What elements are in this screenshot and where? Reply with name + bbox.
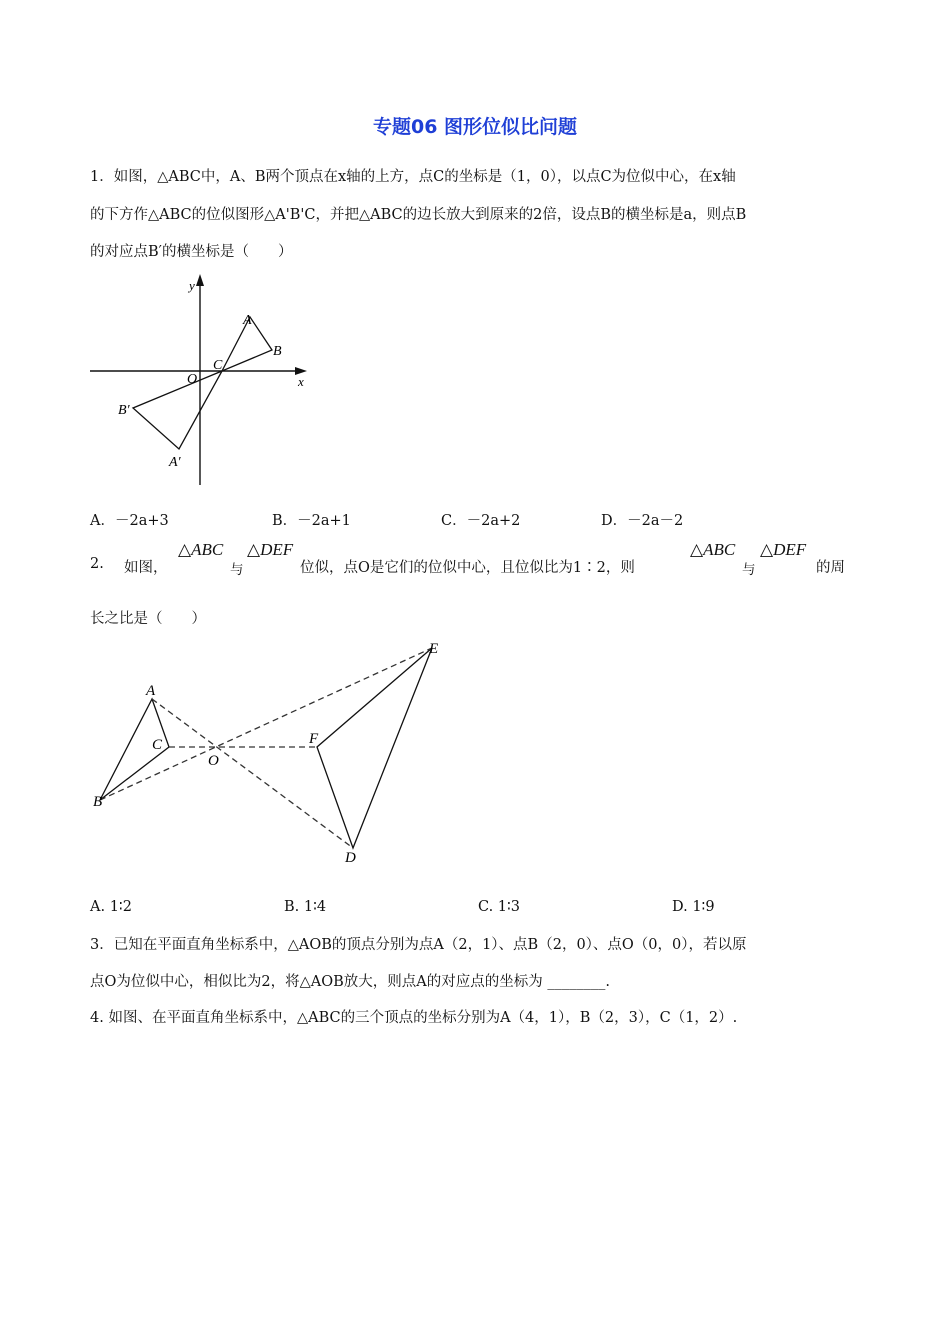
q2-number: 2. — [90, 556, 104, 572]
label-b: B — [93, 794, 103, 810]
q1-text-line-2: 的下方作△ABC的位似图形△A'B'C，并把△ABC的边长放大到原来的2倍，设点B的横坐标是a，则点B — [90, 207, 747, 223]
q2-option-b: B. 1∶4 — [284, 899, 327, 915]
q1-option-a: A．－2a+3 — [90, 513, 169, 529]
label-c: C — [152, 737, 163, 753]
q2-option-c: C. 1∶3 — [478, 899, 521, 915]
q2-text-3: 的周 — [816, 560, 845, 576]
triangle-def — [317, 648, 432, 848]
page-title: 专题06 图形位似比问题 — [372, 116, 578, 138]
q1-option-d: D．－2a－2 — [601, 513, 684, 529]
label-a: A — [146, 683, 156, 699]
q2-yu: 与 — [230, 562, 244, 578]
dashed-line-ad — [152, 699, 353, 848]
q2-math-abc-2: △ABC — [690, 540, 736, 559]
label-d: D — [345, 850, 356, 866]
q2-text-line-2: 长之比是（ ） — [90, 611, 206, 627]
label-b-prime: B′ — [118, 403, 130, 418]
q3-text-line-2: 点O为位似中心，相似比为2，将△AOB放大，则点A的对应点的坐标为 ________. — [90, 974, 610, 990]
q1-text-line-3: 的对应点B′的横坐标是（ ） — [90, 244, 293, 260]
q1-text-line-1: 1．如图，△ABC中，A、B两个顶点在x轴的上方，点C的坐标是（1，0），以点C为位似中心，在x轴 — [90, 169, 736, 185]
label-y: y — [189, 278, 195, 293]
q2-text-2: 位似，点O是它们的位似中心，且位似比为1∶2，则 — [300, 560, 635, 576]
label-e: E — [429, 641, 439, 657]
label-o: O — [187, 372, 198, 387]
q2-text-1: 如图， — [124, 560, 168, 576]
label-c: C — [213, 358, 223, 373]
triangle-apbpc — [133, 371, 222, 449]
q1-figure — [85, 270, 315, 490]
label-x: x — [298, 374, 304, 389]
q2-option-a: A. 1∶2 — [90, 899, 132, 915]
q2-yu-2: 与 — [742, 562, 756, 578]
label-a-prime: A′ — [169, 455, 181, 470]
label-a: A — [243, 313, 252, 328]
dashed-line-be — [100, 648, 432, 800]
q2-figure — [85, 635, 455, 870]
label-o: O — [208, 753, 219, 769]
q1-option-b: B．－2a+1 — [272, 513, 351, 529]
q2-math-abc: △ABC — [178, 540, 224, 559]
q3-text-line-1: 3．已知在平面直角坐标系中，△AOB的顶点分别为点A（2，1）、点B（2，0）、点O（0，0），若以原 — [90, 937, 747, 953]
q2-option-d: D. 1∶9 — [672, 899, 715, 915]
y-axis-arrow — [196, 274, 204, 286]
q2-math-def-2: △DEF — [760, 540, 807, 559]
q4-text-line-1: 4. 如图、在平面直角坐标系中，△ABC的三个顶点的坐标分别为A（4，1），B（2，3），C（1，2）. — [90, 1010, 738, 1026]
label-b: B — [273, 344, 282, 359]
label-f: F — [309, 731, 319, 747]
q2-math-def: △DEF — [247, 540, 294, 559]
q1-option-c: C．－2a+2 — [441, 513, 521, 529]
